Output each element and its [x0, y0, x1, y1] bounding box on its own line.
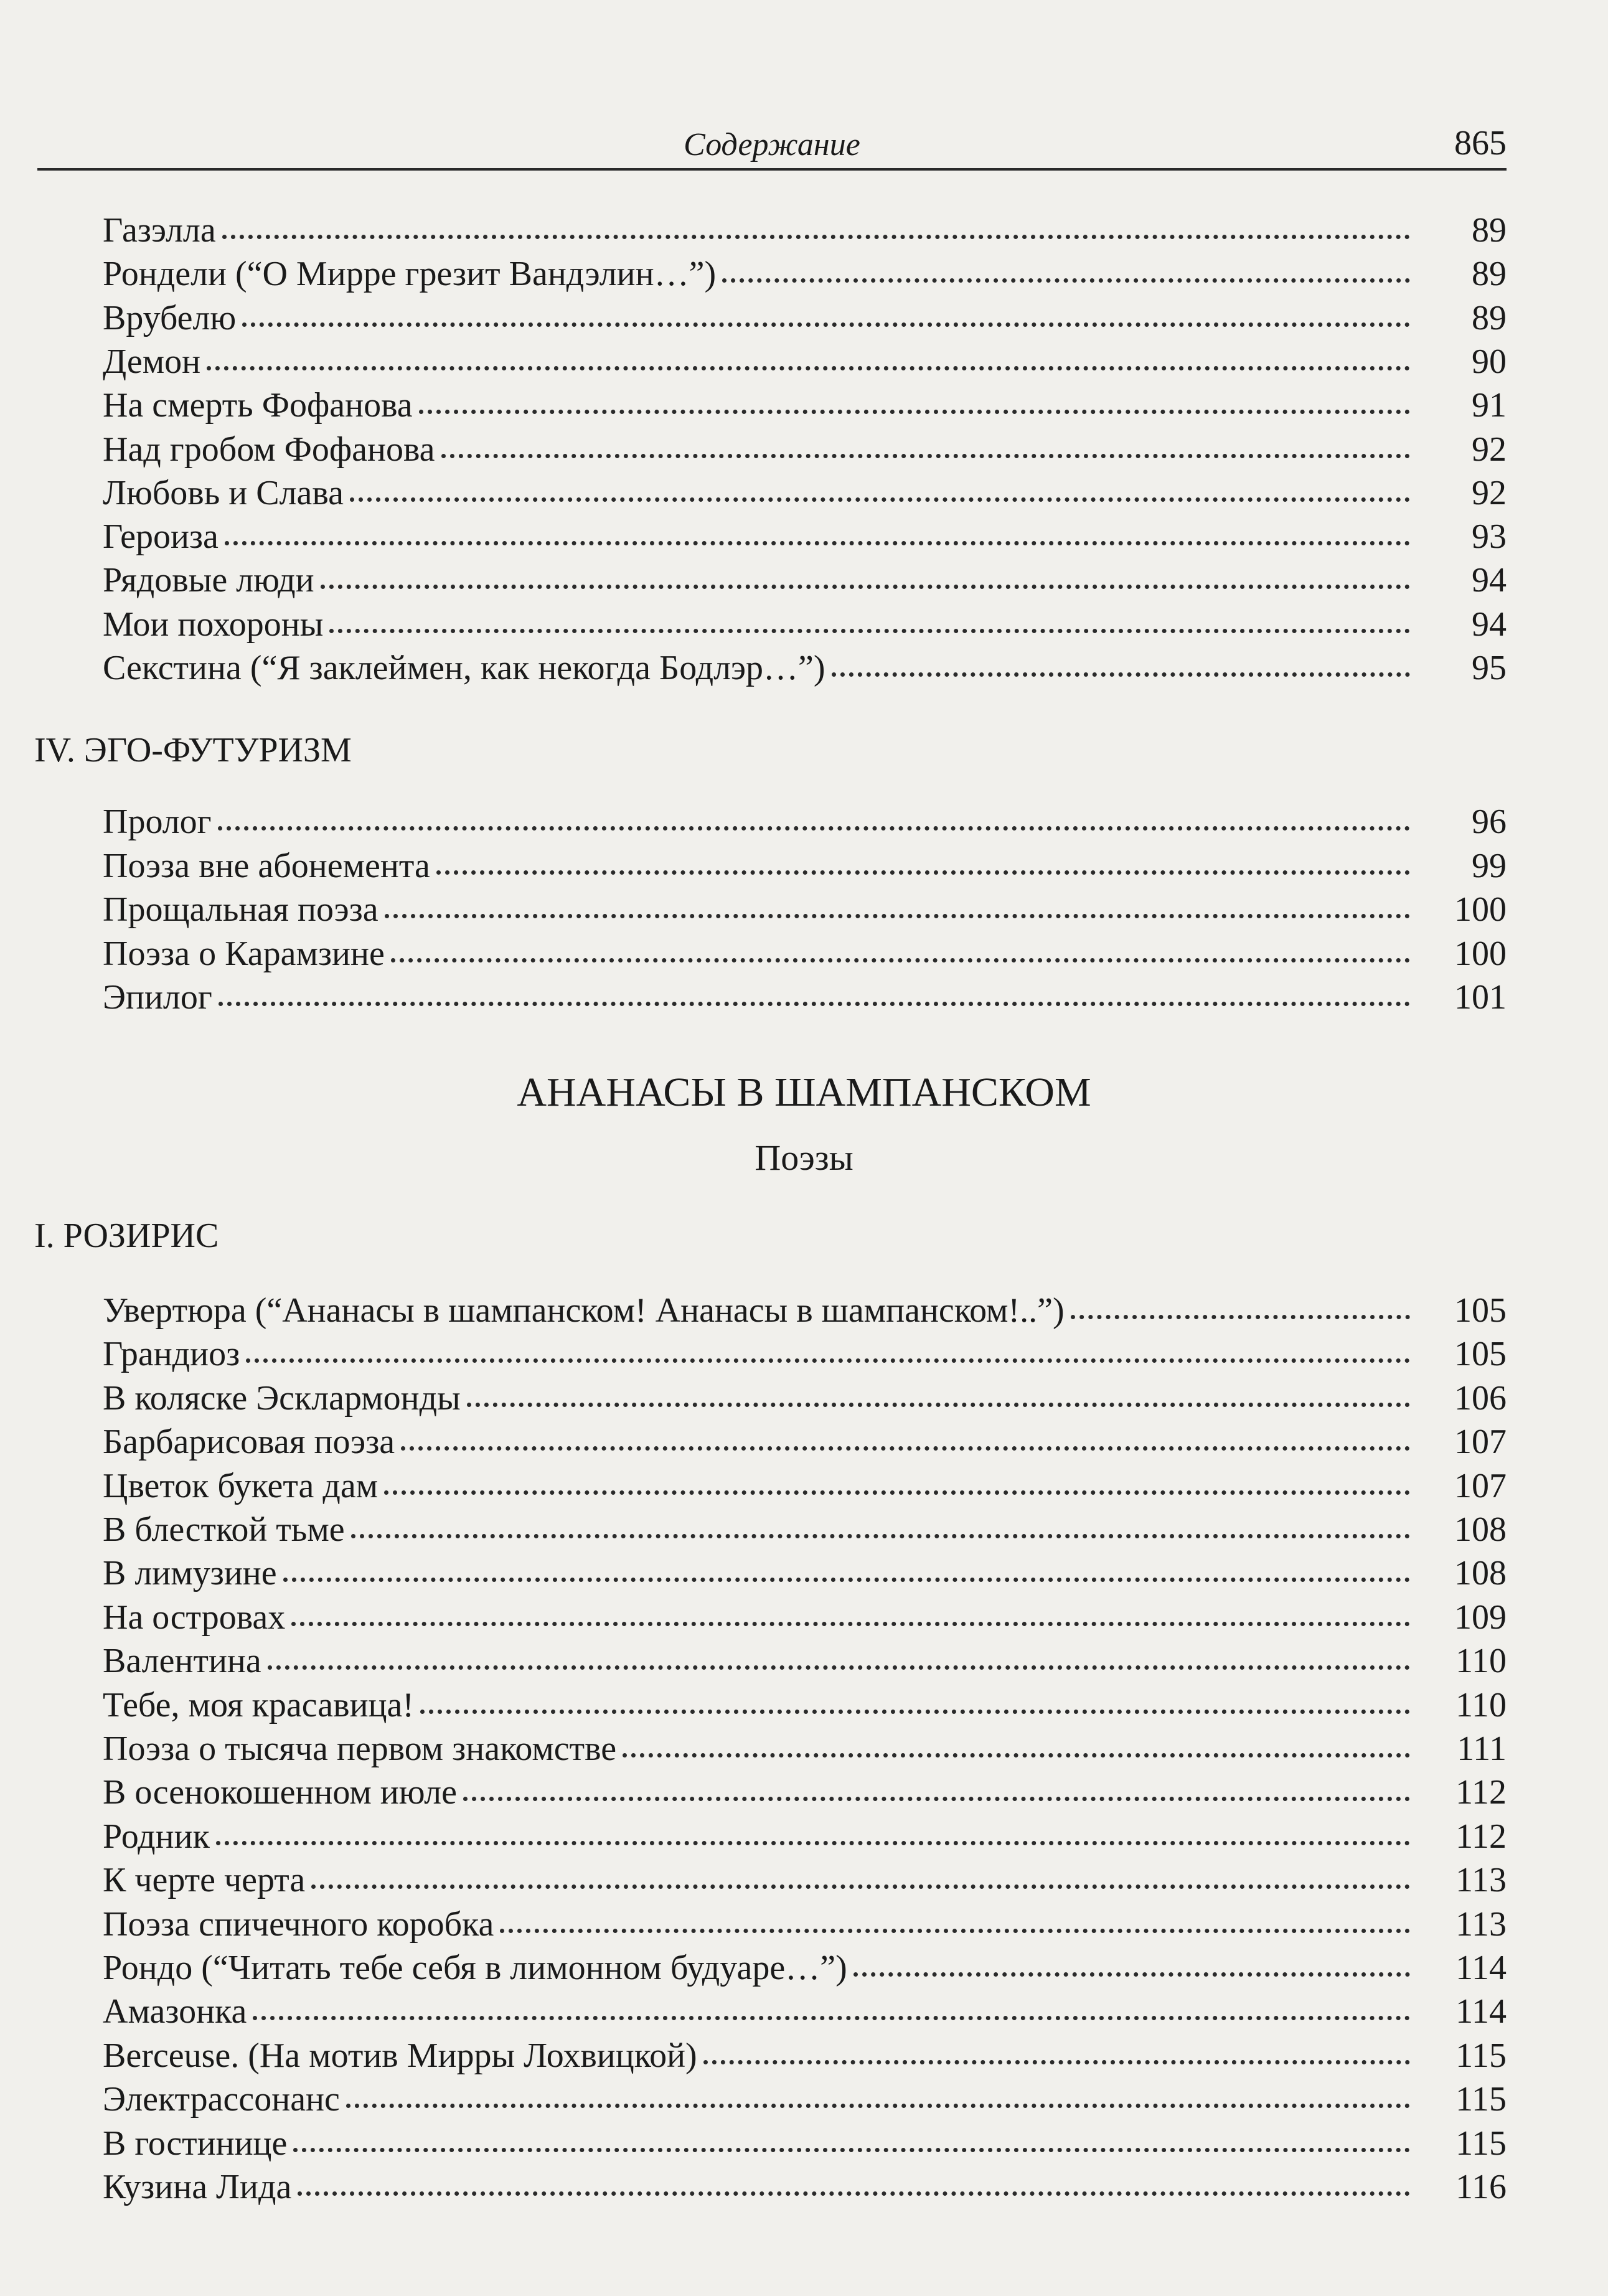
toc-entry-title: Врубелю [103, 298, 237, 337]
dot-leader [385, 905, 1410, 918]
dot-leader [1071, 1306, 1410, 1319]
toc-entry [103, 1727, 1507, 1771]
toc-entry-page: 113 [1455, 1861, 1507, 1900]
dot-leader [253, 2007, 1410, 2020]
dot-leader [467, 1394, 1410, 1407]
toc-entry [103, 1639, 1507, 1683]
toc-entry [103, 1990, 1507, 2033]
toc-entry [103, 1464, 1507, 1508]
toc-entry-title: Валентина [103, 1642, 261, 1681]
toc-entry [103, 932, 1507, 976]
dot-leader [207, 357, 1410, 370]
toc-entry-title: В осенокошенном июле [103, 1773, 457, 1812]
toc-entry-title: Газэлла [103, 211, 216, 250]
toc-entry-title: Цветок букета дам [103, 1466, 378, 1505]
toc-entry [103, 558, 1507, 602]
toc-entry-page: 111 [1457, 1729, 1507, 1768]
toc-entry-page: 89 [1472, 255, 1507, 294]
toc-entry-title: На островах [103, 1597, 286, 1637]
toc-entry-page: 100 [1454, 890, 1507, 929]
dot-leader [401, 1437, 1410, 1451]
section-heading-ego-futurism: IV. ЭГО-ФУТУРИЗМ [34, 731, 352, 769]
toc-entry [103, 1903, 1507, 1946]
toc-entry-title: Демон [103, 342, 201, 381]
toc-entry-page: 93 [1472, 517, 1507, 557]
dot-leader [703, 2051, 1410, 2064]
dot-leader [293, 2139, 1410, 2152]
toc-entry-title: В блесткой тьме [103, 1510, 345, 1549]
dot-leader [225, 532, 1410, 545]
toc-entry-title: Тебе, моя красавица! [103, 1685, 415, 1724]
toc-entry-title: В коляске Эсклармонды [103, 1378, 461, 1418]
toc-entry-page: 94 [1472, 561, 1507, 600]
toc-entry-title: Пролог [103, 802, 212, 841]
toc-entry-page: 96 [1472, 802, 1507, 841]
page-number: 865 [1454, 124, 1507, 162]
toc-entry [103, 471, 1507, 515]
toc-entry-page: 106 [1454, 1378, 1507, 1418]
toc-entry-title: Секстина (“Я заклеймен, как некогда Бодлэр…”) [103, 649, 825, 687]
toc-entry-title: В лимузине [103, 1554, 277, 1593]
dot-leader [218, 817, 1410, 830]
toc-entry-page: 107 [1454, 1466, 1507, 1505]
toc-entry-page: 115 [1455, 2036, 1507, 2075]
toc-entry-title: К черте черта [103, 1861, 306, 1900]
dot-leader [623, 1744, 1410, 1757]
running-title: Содержание [684, 127, 860, 162]
toc-entry-page: 94 [1472, 605, 1507, 644]
toc-entry [103, 296, 1507, 340]
toc-entry-title: Поэза о Карамзине [103, 934, 385, 973]
toc-entry-page: 116 [1455, 2168, 1507, 2206]
toc-entry [103, 340, 1507, 383]
toc-entry-page: 105 [1454, 1335, 1507, 1374]
toc-entry [103, 646, 1507, 690]
toc-entry-page: 110 [1455, 1685, 1507, 1724]
dot-leader [298, 2183, 1410, 2196]
dot-leader [268, 1657, 1410, 1670]
toc-entry-page: 101 [1454, 978, 1507, 1017]
toc-entry-page: 89 [1472, 211, 1507, 250]
toc-entry-title: Героиза [103, 517, 219, 557]
toc-entry [103, 428, 1507, 471]
toc-entry-title: Berceuse. (На мотив Мирры Лохвицкой) [103, 2036, 697, 2075]
dot-leader [222, 226, 1410, 239]
toc-entry-title: Поэза спичечного коробка [103, 1904, 494, 1944]
toc-entry-page: 112 [1455, 1773, 1507, 1812]
toc-entry [103, 1946, 1507, 1990]
toc-entry-page: 114 [1455, 1992, 1507, 2031]
toc-entry-title: Рондели (“О Мирре грезит Вандэлин…”) [103, 255, 717, 294]
toc-entry [103, 1508, 1507, 1551]
dot-leader [346, 2095, 1410, 2108]
toc-entry-title: На смерть Фофанова [103, 386, 413, 425]
toc-entry [103, 2034, 1507, 2077]
dot-leader [350, 489, 1410, 502]
toc-entry-page: 108 [1454, 1510, 1507, 1549]
toc-entry [103, 1858, 1507, 1902]
dot-leader [391, 949, 1410, 962]
toc-entry-title: Родник [103, 1817, 210, 1856]
toc-entry [103, 252, 1507, 296]
toc-entry-page: 108 [1454, 1554, 1507, 1593]
toc-entry-title: Барбарисовая поэза [103, 1423, 395, 1462]
toc-entry-title: В гостинице [103, 2124, 288, 2163]
toc-entry-page: 90 [1472, 342, 1507, 381]
dot-leader [242, 314, 1410, 327]
toc-entry-page: 115 [1455, 2080, 1507, 2119]
toc-entry [103, 1551, 1507, 1595]
toc-entry-page: 107 [1454, 1423, 1507, 1462]
dot-leader [246, 1350, 1410, 1363]
page-header [37, 100, 1507, 171]
dot-leader [500, 1920, 1410, 1933]
dot-leader [219, 993, 1410, 1006]
dot-leader [441, 445, 1410, 458]
toc-entry-page: 91 [1472, 386, 1507, 425]
toc-entry-page: 113 [1455, 1904, 1507, 1944]
dot-leader [853, 1964, 1410, 1977]
toc-entry-title: Рядовые люди [103, 561, 314, 600]
toc-entry-title: Над гробом Фофанова [103, 430, 435, 469]
toc-entry-page: 95 [1472, 649, 1507, 687]
toc-entry [103, 1376, 1507, 1420]
toc-entry-title: Кузина Лида [103, 2168, 292, 2206]
toc-entry [103, 844, 1507, 888]
toc-entry [103, 1683, 1507, 1727]
toc-entry-page: 105 [1454, 1291, 1507, 1330]
toc-entry-page: 99 [1472, 846, 1507, 885]
toc-entry [103, 800, 1507, 844]
dot-leader [283, 1569, 1410, 1582]
toc-entry-title: Грандиоз [103, 1335, 240, 1374]
dot-leader [329, 620, 1410, 633]
toc-entry-title: Любовь и Слава [103, 473, 344, 512]
dot-leader [321, 576, 1410, 589]
toc-entry-title: Мои похороны [103, 605, 324, 644]
toc-entry [103, 1289, 1507, 1332]
toc-entry [103, 515, 1507, 558]
toc-entry-title: Электрассонанс [103, 2080, 340, 2119]
toc-entry-title: Поэза о тысяча первом знакомстве [103, 1729, 617, 1768]
dot-leader [311, 1876, 1410, 1889]
toc-entry-page: 114 [1455, 1949, 1507, 1987]
book-subtitle: Поэзы [755, 1137, 853, 1178]
toc-entry-page: 109 [1454, 1597, 1507, 1637]
toc-entry-page: 112 [1455, 1817, 1507, 1856]
toc-entry-title: Амазонка [103, 1992, 247, 2031]
toc-entry [103, 2077, 1507, 2121]
dot-leader [384, 1482, 1410, 1495]
toc-entry [103, 383, 1507, 427]
toc-entry [103, 1332, 1507, 1376]
section-heading-roziris: I. РОЗИРИС [34, 1216, 219, 1255]
toc-entry-title: Поэза вне абонемента [103, 846, 430, 885]
toc-entry [103, 1815, 1507, 1858]
dot-leader [832, 664, 1410, 677]
toc-entry [103, 2122, 1507, 2165]
toc-entry-title: Рондо (“Читать тебе себя в лимонном будуаре…”) [103, 1949, 847, 1987]
toc-entry [103, 209, 1507, 252]
toc-entry-page: 92 [1472, 430, 1507, 469]
toc-entry-title: Эпилог [103, 978, 212, 1017]
toc-entry [103, 603, 1507, 646]
toc-entry-page: 92 [1472, 473, 1507, 512]
toc-entry-page: 89 [1472, 298, 1507, 337]
toc-entry [103, 2165, 1507, 2209]
toc-entry-page: 115 [1455, 2124, 1507, 2163]
toc-entry-page: 110 [1455, 1642, 1507, 1681]
dot-leader [419, 401, 1410, 414]
toc-entry [103, 1420, 1507, 1464]
dot-leader [351, 1525, 1410, 1538]
toc-entry-title: Прощальная поэза [103, 890, 378, 929]
toc-entry-page: 100 [1454, 934, 1507, 973]
dot-leader [291, 1613, 1410, 1626]
dot-leader [420, 1701, 1410, 1714]
book-title: АНАНАСЫ В ШАМПАНСКОМ [517, 1070, 1091, 1115]
dot-leader [463, 1788, 1410, 1801]
dot-leader [436, 862, 1410, 875]
toc-entry-title: Увертюра (“Ананасы в шампанском! Ананасы в шампанском!..”) [103, 1291, 1065, 1330]
toc-entry [103, 976, 1507, 1019]
dot-leader [216, 1832, 1410, 1845]
toc-entry [103, 888, 1507, 931]
dot-leader [722, 270, 1410, 283]
toc-entry [103, 1596, 1507, 1639]
toc-entry [103, 1771, 1507, 1814]
